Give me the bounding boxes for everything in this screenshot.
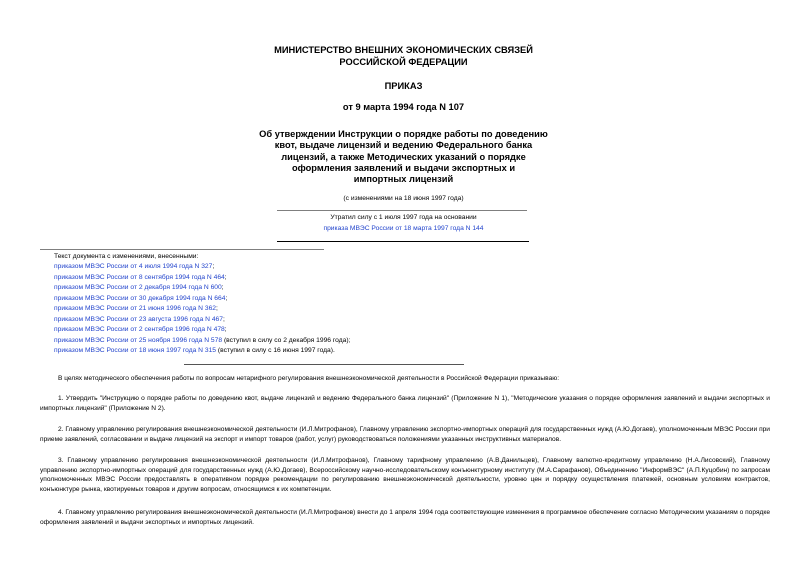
doc-title-line: Об утверждении Инструкции о порядке работы по доведению [259, 129, 548, 139]
amendment-suffix: ; [221, 284, 224, 292]
changes-list [54, 252, 350, 357]
amendment-suffix: ; [225, 294, 228, 302]
doc-title [250, 129, 557, 185]
amendment-suffix: ; [212, 263, 215, 271]
paragraph-3 [40, 456, 770, 494]
amendment-link[interactable]: приказом МВЭС России от 18 июня 1997 года N 315 [54, 347, 217, 355]
list-item [54, 283, 350, 293]
divider [277, 241, 529, 242]
list-item [54, 346, 350, 356]
amendment-note: (с изменениями на 18 июня 1997 года) [343, 195, 464, 202]
list-item [54, 262, 350, 272]
expired-note: Утратил силу с 1 июля 1997 года на основании [330, 214, 477, 221]
amendment-link[interactable]: приказом МВЭС России от 23 августа 1996 года N 467 [54, 315, 223, 323]
list-item [54, 315, 350, 325]
doc-title-line: импортных лицензий [353, 174, 454, 185]
list-item [54, 325, 350, 335]
amendment-link[interactable]: приказом МВЭС России от 2 декабря 1994 года N 600 [54, 284, 222, 292]
ministry-name [0, 44, 807, 69]
amendment-link[interactable]: приказом МВЭС России от 4 июля 1994 года N 327 [54, 263, 213, 271]
expired-order-link[interactable]: приказа МВЭС России от 18 марта 1997 года N 144 [323, 225, 484, 232]
amendment-suffix: ; [216, 305, 218, 313]
amendment-link[interactable]: приказом МВЭС России от 8 сентября 1994 года N 464 [54, 273, 225, 281]
paragraph-text: 1. Утвердить "Инструкцию о порядке работы по доведению квот, выдаче лицензий и ведению Федерального банка лицензий" (Приложение N 1), "Методические указания о порядке оформления заявлений и выдачи экспортных и импортных лицензий" (Приложение N 2). [40, 395, 770, 412]
changes-heading: Текст документа с изменениями, внесенными: [54, 253, 199, 260]
paragraph-text: 2. Главному управлению регулирования внешнеэкономической деятельности (И.Л.Митрофанов), Главному управлению экспортно-импортных операций для государственных нужд (А.Ю.Догаев), уполномоченным МВЭС России при приеме заявлений, согласовании и выдаче лицензий на экспорт и импорт товаров (работ, услуг) руководствоваться положениями указанных инструктивных материалов. [40, 426, 770, 443]
ministry-line-1: МИНИСТЕРСТВО ВНЕШНИХ ЭКОНОМИЧЕСКИХ СВЯЗЕЙ [274, 45, 533, 55]
divider [277, 210, 527, 211]
paragraph-text: 3. Главному управлению регулирования внешнеэкономической деятельности (И.Л.Митрофанов), Главному тарифному управлению (А.В.Данильцев), Главному валютно-кредитному управлению (Н.А.Лисовский), Главному управлению экспортно-импортных операций для государственных нужд (А.Ю.Догаев), Всероссийскому научно-исследовательскому конъюнктурному институту (М.А.Сарафанов), Объединению "ИнформВЭС" (А.П.Куцобин) по запросам уполномоченных МВЭС России предоставлять в оперативном порядке рекомендации по регулированию внешнеэкономической деятельности, уровню цен и порядку осуществления платежей, основным условиям контрактов, конъюнктуре рынка, квотируемых товаров и другим вопросам, относящимся к их компетенции. [40, 457, 770, 493]
doc-date: от 9 марта 1994 года N 107 [342, 102, 465, 112]
doc-type: ПРИКАЗ [384, 81, 423, 91]
amendment-suffix: ; [224, 326, 227, 334]
amendment-suffix: ; [223, 315, 225, 323]
amendment-link[interactable]: приказом МВЭС России от 30 декабря 1994 года N 664 [54, 294, 226, 302]
list-item [54, 336, 350, 346]
expired-link-row [0, 225, 807, 232]
paragraph-text: В целях методического обеспечения работы по вопросам нетарифного регулирования внешнеэкономической деятельности в Российской Федерации приказываю: [58, 375, 560, 382]
list-item [54, 304, 350, 314]
paragraph-4 [40, 508, 770, 527]
ministry-line-2: РОССИЙСКОЙ ФЕДЕРАЦИИ [339, 57, 468, 68]
divider [184, 364, 464, 365]
paragraph-intro [40, 374, 770, 384]
amendment-suffix: ; [224, 273, 227, 281]
amendment-link[interactable]: приказом МВЭС России от 21 июня 1996 года N 362 [54, 305, 217, 313]
paragraph-2 [40, 425, 770, 444]
amendment-suffix: (вступил в силу со 2 декабря 1996 года); [222, 336, 351, 344]
doc-title-line: квот, выдаче лицензий и ведению Федерального банка [274, 140, 533, 151]
divider [40, 249, 324, 250]
paragraph-1 [40, 394, 770, 413]
list-item [54, 273, 350, 283]
paragraph-text: 4. Главному управлению регулирования внешнеэкономической деятельности (И.Л.Митрофанов) внести до 1 апреля 1994 года соответствующие изменения в программное обеспечение согласно Методическим указаниям о порядке оформления заявлений и выдачи экспортных и импортных лицензий. [40, 509, 770, 526]
amendment-link[interactable]: приказом МВЭС России от 25 ноября 1996 года N 578 [54, 336, 223, 344]
list-item [54, 294, 350, 304]
doc-title-line: лицензий, а также Методических указаний о порядке [281, 151, 526, 162]
amendment-suffix: (вступил в силу с 16 июня 1997 года). [216, 347, 335, 355]
amendment-link[interactable]: приказом МВЭС России от 2 сентября 1996 года N 478 [54, 326, 225, 334]
doc-title-line: оформления заявлений и выдачи экспортных и [291, 162, 516, 173]
